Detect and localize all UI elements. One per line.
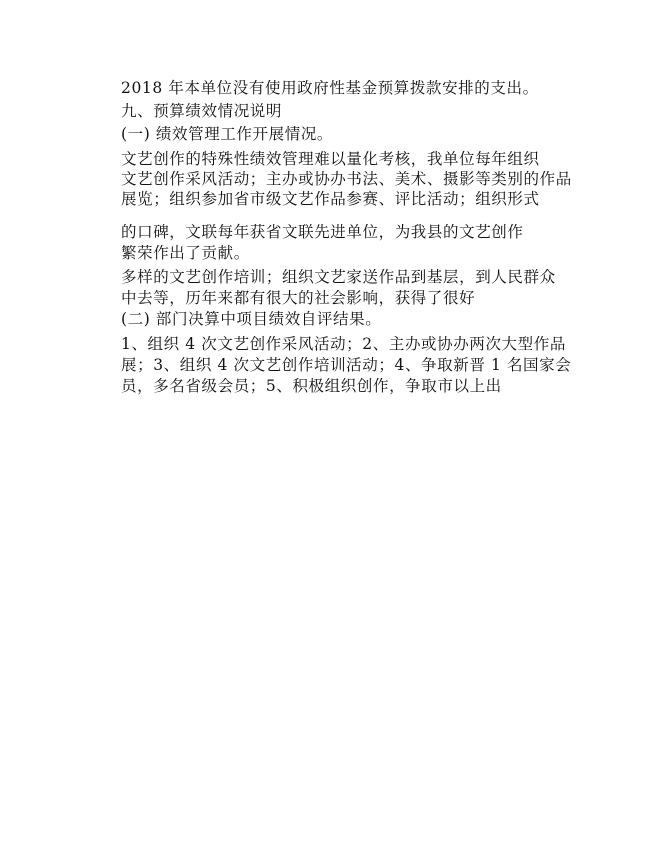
paragraph-line: 中去等，历年来都有很大的社会影响，获得了很好 — [121, 289, 476, 307]
paragraph-line: 的口碑，文联每年获省文联先进单位，为我县的文艺创作 — [121, 223, 524, 241]
paragraph-line: 1、组织 4 次文艺创作采风活动；2、主办或协办两次大型作品 — [121, 335, 566, 353]
subsection-heading-1: (一) 绩效管理工作开展情况。 — [121, 125, 334, 143]
section-heading-performance: 九、预算绩效情况说明 — [121, 102, 283, 120]
subsection-heading-2: (二) 部门决算中项目绩效自评结果。 — [121, 310, 382, 328]
paragraph-line: 文艺创作采风活动；主办或协办书法、美术、摄影等类别的作品 — [121, 170, 572, 188]
paragraph-line: 多样的文艺创作培训；组织文艺家送作品到基层，到人民群众 — [121, 268, 556, 286]
paragraph-line: 展；3、组织 4 次文艺创作培训活动；4、争取新晋 1 名国家会 — [121, 356, 572, 374]
paragraph-line: 员，多名省级会员；5、积极组织创作，争取市以上出 — [121, 377, 502, 395]
text-line-budget-fund: 2018 年本单位没有使用政府性基金预算拨款安排的支出。 — [121, 79, 539, 97]
paragraph-line: 文艺创作的特殊性绩效管理难以量化考核，我单位每年组织 — [121, 150, 540, 168]
paragraph-line: 繁荣作出了贡献。 — [121, 244, 250, 262]
paragraph-line: 展览；组织参加省市级文艺作品参赛、评比活动；组织形式 — [121, 190, 540, 208]
